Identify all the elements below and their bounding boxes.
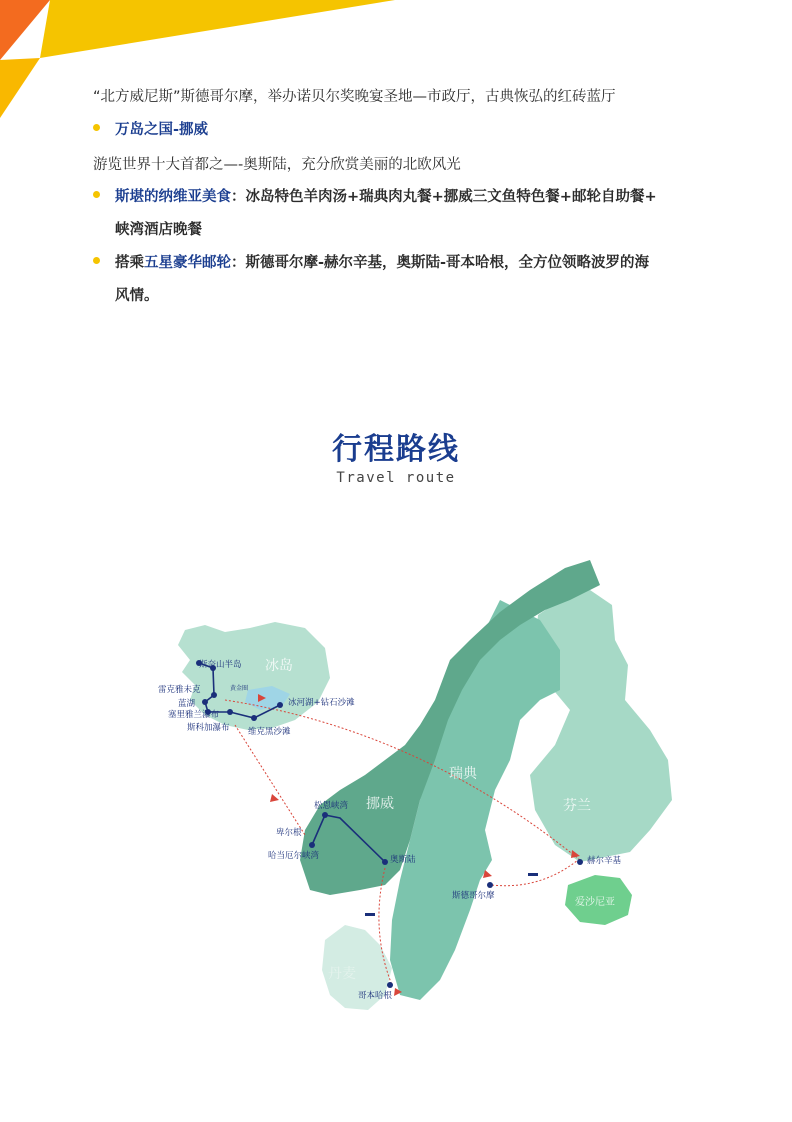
city-label-golden-circle: 黄金圈 (230, 685, 249, 692)
cruise-highlight (115, 251, 649, 272)
ship-icon (528, 873, 538, 876)
city-label-skogafoss: 斯科加瀑布 (187, 723, 230, 733)
flight-path-stockholm-helsinki (492, 860, 578, 886)
bullet-icon (93, 257, 100, 264)
country-label-sweden: 瑞典 (449, 766, 477, 782)
country-label-norway: 挪威 (366, 796, 394, 812)
food-highlight-desc-cont: 峡湾酒店晚餐 (115, 222, 202, 238)
country-label-estonia: 爱沙尼亚 (575, 897, 615, 908)
bullet-icon (93, 191, 100, 198)
city-label-reykjavik: 雷克雅未克 (158, 685, 201, 695)
city-label-stockholm: 斯德哥尔摩 (452, 891, 495, 901)
route-title: 行程路线 (332, 432, 460, 467)
city-marker (227, 709, 233, 715)
food-highlight-title: 斯堪的纳维亚美食 (115, 189, 231, 205)
flight-path-iceland-norway (235, 725, 305, 835)
food-highlight (115, 185, 657, 206)
city-label-blue-lagoon: 蓝湖 (178, 699, 196, 709)
city-label-jokulsarlon: 冰河湖+钻石沙滩 (288, 698, 355, 708)
city-marker (487, 882, 493, 888)
city-marker (251, 715, 257, 721)
cruise-highlight-title: 五星豪华邮轮 (144, 255, 231, 271)
country-label-iceland: 冰岛 (265, 658, 293, 674)
country-label-denmark: 丹麦 (328, 966, 356, 982)
city-marker (211, 692, 217, 698)
city-label-hardangerfjord: 哈当厄尔峡湾 (268, 851, 320, 861)
ship-icon (365, 913, 375, 916)
city-label-oslo: 奥斯陆 (390, 855, 416, 865)
city-marker (382, 859, 388, 865)
city-label-helsinki: 赫尔辛基 (587, 856, 622, 866)
city-label-snaefellsnes: 斯奈山半岛 (199, 660, 242, 670)
cruise-highlight-prefix: 搭乘 (115, 255, 144, 271)
finland-shape (530, 590, 672, 862)
city-label-copenhagen: 哥本哈根 (358, 991, 393, 1001)
city-marker (387, 982, 393, 988)
city-marker (577, 859, 583, 865)
city-marker (277, 702, 283, 708)
cruise-highlight-desc: ：斯德哥尔摩-赫尔辛基，奥斯陆-哥本哈根，全方位领略波罗的海 (231, 255, 650, 271)
oslo-highlight-text: 游览世界十大首都之—-奥斯陆，充分欣赏美丽的北欧风光 (93, 157, 461, 173)
city-label-sognefjord: 松恩峡湾 (314, 801, 349, 811)
plane-icon (270, 794, 279, 802)
city-marker (322, 812, 328, 818)
route-subtitle: Travel route (336, 470, 456, 486)
city-marker (202, 699, 208, 705)
norway-highlight-title: 万岛之国-挪威 (115, 122, 209, 138)
food-highlight-desc: ：冰岛特色羊肉汤+瑞典肉丸餐+挪威三文鱼特色餐+邮轮自助餐+ (231, 189, 657, 205)
city-marker (309, 842, 315, 848)
country-label-finland: 芬兰 (563, 798, 591, 814)
corner-decoration (0, 0, 400, 130)
city-label-voss: 卑尔根 (276, 828, 302, 838)
stockholm-highlight-text: “北方威尼斯”斯德哥尔摩，举办诺贝尔奖晚宴圣地—市政厅，古典恢弘的红砖蓝厅 (93, 89, 616, 105)
city-label-vik: 维克黑沙滩 (248, 727, 291, 737)
city-label-seljalandsfoss: 塞里雅兰瀑布 (168, 710, 220, 720)
bullet-icon (93, 124, 100, 131)
cruise-highlight-desc-cont: 风情。 (115, 288, 159, 304)
route-map (140, 540, 700, 1030)
